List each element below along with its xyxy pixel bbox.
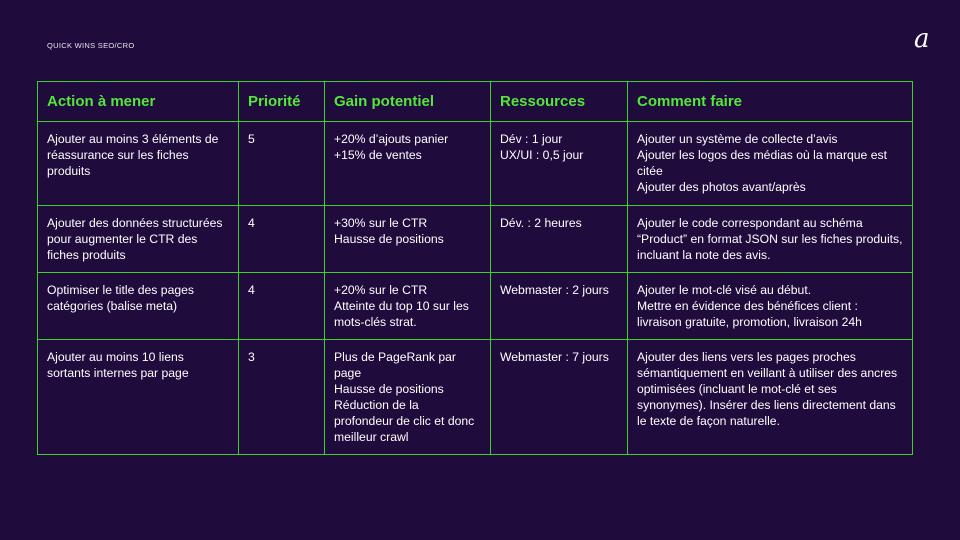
action-cell: Ajouter des données structurées pour augmenter le CTR des fiches produits	[38, 206, 239, 273]
how-line: Ajouter les logos des médias où la marque est citée	[637, 148, 887, 178]
gain-line: +20% sur le CTR	[334, 283, 428, 297]
how-line: Ajouter le mot-clé visé au début.	[637, 283, 812, 297]
resource-line: UX/UI : 0,5 jour	[500, 148, 584, 162]
resources-cell	[491, 340, 628, 455]
resources-cell	[491, 122, 628, 206]
gain-cell	[325, 273, 491, 340]
how-cell	[628, 206, 913, 273]
gain-cell	[325, 122, 491, 206]
brand-logo: a	[914, 24, 930, 54]
how-line: Ajouter le code correspondant au schéma “Product” en format JSON sur les fiches produits, incluant la note des avis.	[637, 216, 903, 262]
resources-cell	[491, 206, 628, 273]
resource-line: Webmaster : 7 jours	[500, 350, 609, 364]
gain-line: +20% d’ajouts panier	[334, 132, 449, 146]
how-cell	[628, 273, 913, 340]
how-line: Ajouter des photos avant/après	[637, 180, 806, 194]
table-header-row	[38, 82, 913, 122]
column-header-how: Comment faire	[628, 82, 913, 122]
priority-cell: 4	[239, 206, 325, 273]
quick-wins-table	[37, 81, 913, 455]
how-line: Ajouter des liens vers les pages proches sémantiquement en veillant à utiliser des ancres optimisées (incluant le mot-clé et ses synonymes). Insérer des liens directement dans le texte de façon naturelle.	[637, 350, 898, 428]
gain-line: +15% de ventes	[334, 148, 422, 162]
priority-cell: 4	[239, 273, 325, 340]
column-header-priority: Priorité	[239, 82, 325, 122]
column-header-action: Action à mener	[38, 82, 239, 122]
gain-cell	[325, 206, 491, 273]
table-row	[38, 122, 913, 206]
how-cell	[628, 340, 913, 455]
resources-cell	[491, 273, 628, 340]
how-line: Mettre en évidence des bénéfices client : livraison gratuite, promotion, livraison 24h	[637, 299, 862, 329]
slide-section-label: QUICK WINS SEO/CRO	[47, 41, 135, 50]
gain-line: Réduction de la profondeur de clic et donc meilleur crawl	[334, 398, 475, 444]
resource-line: Dév : 1 jour	[500, 132, 563, 146]
gain-line: Hausse de positions	[334, 232, 444, 246]
priority-cell: 3	[239, 340, 325, 455]
resource-line: Webmaster : 2 jours	[500, 283, 609, 297]
action-cell: Ajouter au moins 10 liens sortants internes par page	[38, 340, 239, 455]
action-cell: Ajouter au moins 3 éléments de réassurance sur les fiches produits	[38, 122, 239, 206]
gain-line: Plus de PageRank par page	[334, 350, 456, 380]
table-row	[38, 273, 913, 340]
how-cell	[628, 122, 913, 206]
priority-cell: 5	[239, 122, 325, 206]
table-row	[38, 206, 913, 273]
gain-line: Hausse de positions	[334, 382, 444, 396]
table-row	[38, 340, 913, 455]
column-header-gain: Gain potentiel	[325, 82, 491, 122]
gain-line: Atteinte du top 10 sur les mots-clés strat.	[334, 299, 469, 329]
resource-line: Dév. : 2 heures	[500, 216, 582, 230]
how-line: Ajouter un système de collecte d’avis	[637, 132, 838, 146]
gain-line: +30% sur le CTR	[334, 216, 428, 230]
action-cell: Optimiser le title des pages catégories (balise meta)	[38, 273, 239, 340]
column-header-resources: Ressources	[491, 82, 628, 122]
gain-cell	[325, 340, 491, 455]
